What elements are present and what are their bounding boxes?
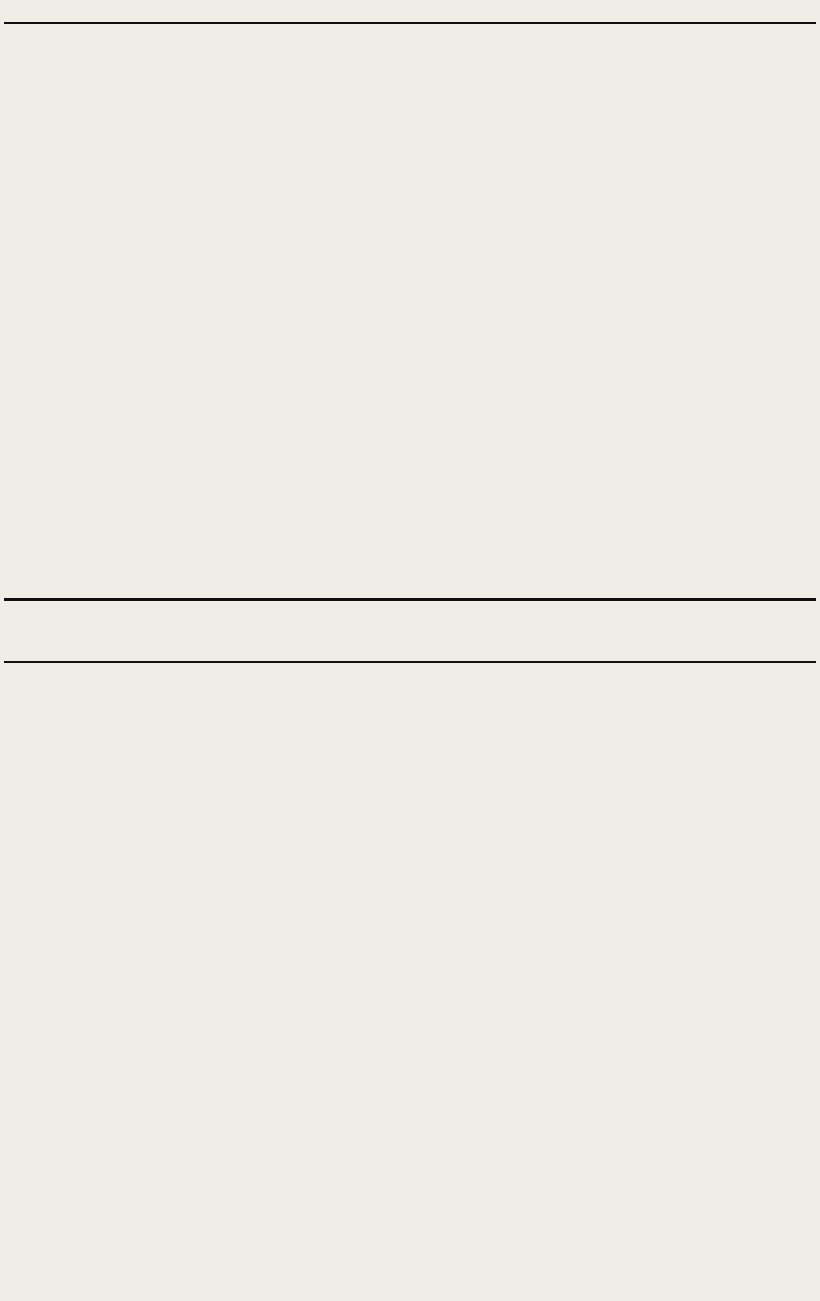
masthead	[0, 0, 820, 26]
service-guide-listings	[4, 662, 816, 1298]
help-wanted-classifieds	[4, 28, 816, 594]
home-service-guide-banner	[4, 598, 816, 663]
masthead-rule	[4, 22, 816, 24]
